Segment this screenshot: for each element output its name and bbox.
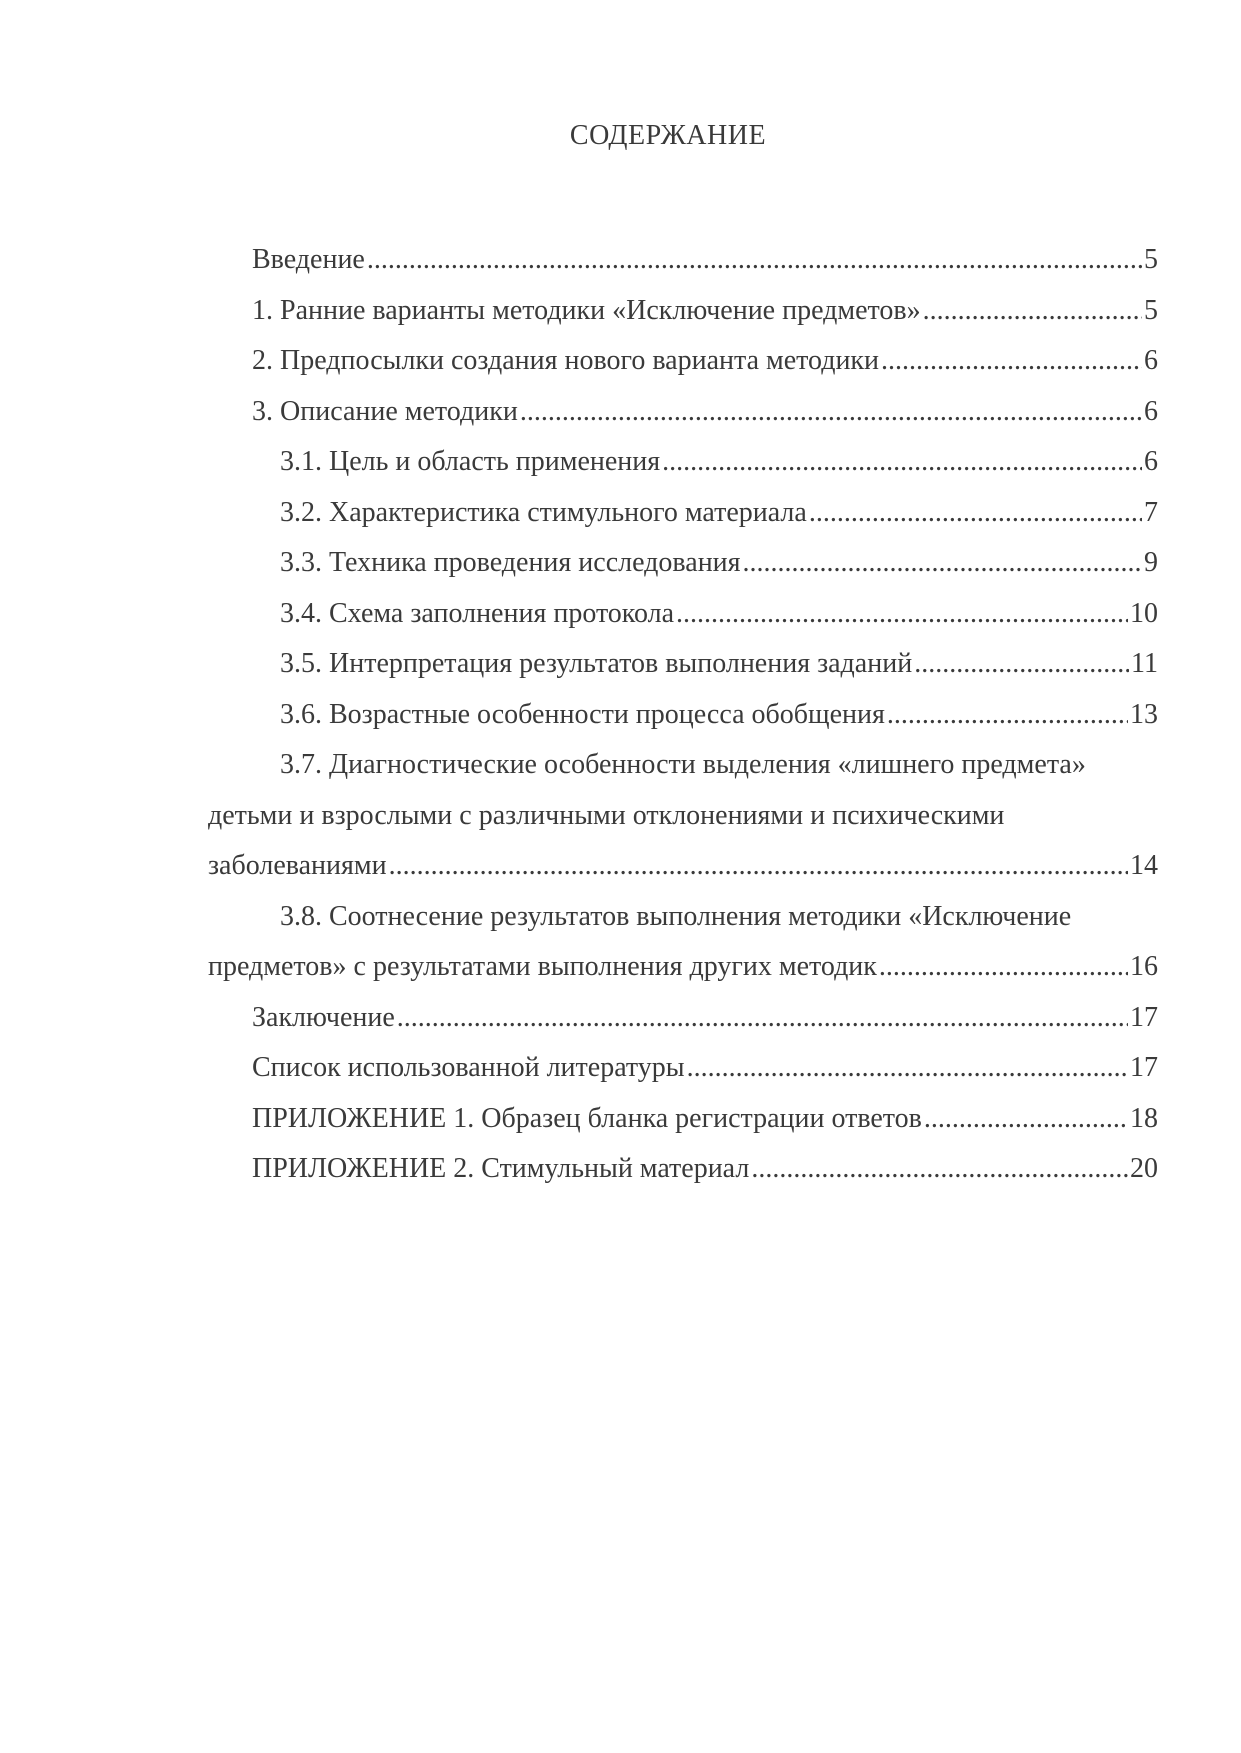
toc-entry[interactable] bbox=[208, 243, 1158, 294]
toc-subentry-line1[interactable] bbox=[208, 748, 1158, 799]
toc-entry-label: Список использованной литературы bbox=[252, 1052, 685, 1083]
toc-entry-label: 3.5. Интерпретация результатов выполнения заданий bbox=[280, 648, 913, 679]
toc-entry-page: 6 bbox=[1144, 345, 1158, 376]
toc-entry-label: 3.6. Возрастные особенности процесса обобщения bbox=[280, 698, 885, 730]
toc-entry[interactable] bbox=[208, 1152, 1158, 1203]
toc-entry-label: 3.7. Диагностические особенности выделения «лишнего предмета» bbox=[280, 749, 1086, 780]
dot-leader bbox=[924, 1102, 1128, 1136]
toc-subentry[interactable] bbox=[208, 647, 1158, 698]
dot-leader bbox=[676, 597, 1128, 631]
toc-entry-label: ПРИЛОЖЕНИЕ 2. Стимульный материал bbox=[252, 1153, 750, 1184]
dot-leader bbox=[389, 849, 1128, 883]
toc-subentry[interactable] bbox=[208, 496, 1158, 547]
toc-entry-label: заболеваниями bbox=[208, 850, 387, 881]
toc-entry-label: 3.3. Техника проведения исследования bbox=[280, 547, 741, 578]
dot-leader bbox=[887, 698, 1128, 732]
toc-entry-label: 3.1. Цель и область применения bbox=[280, 446, 661, 477]
toc-entry[interactable] bbox=[208, 1001, 1158, 1052]
toc-entry-label: 2. Предпосылки создания нового варианта методики bbox=[252, 345, 880, 376]
toc-entry-page: 5 bbox=[1144, 294, 1158, 326]
dot-leader bbox=[923, 294, 1142, 328]
dot-leader bbox=[687, 1051, 1128, 1085]
dot-leader bbox=[809, 496, 1142, 530]
toc-subentry-line2[interactable] bbox=[208, 950, 1158, 1001]
toc-subentry-line3[interactable] bbox=[208, 849, 1158, 900]
toc-entry-page: 5 bbox=[1144, 244, 1158, 275]
dot-leader bbox=[520, 395, 1142, 429]
toc-subentry-line2[interactable] bbox=[208, 799, 1158, 850]
toc-entry[interactable] bbox=[208, 1102, 1158, 1153]
dot-leader bbox=[879, 950, 1128, 984]
page-title: СОДЕРЖАНИЕ bbox=[569, 120, 767, 151]
toc-entry-label: предметов» с результатами выполнения других методик bbox=[208, 951, 877, 982]
toc-entry[interactable] bbox=[208, 1051, 1158, 1102]
toc-entry-page: 17 bbox=[1130, 1052, 1158, 1083]
toc-entry[interactable] bbox=[208, 395, 1158, 446]
toc-entry-label: 3.4. Схема заполнения протокола bbox=[280, 597, 675, 629]
toc-subentry[interactable] bbox=[208, 698, 1158, 749]
toc-entry-page: 17 bbox=[1130, 1001, 1158, 1033]
toc-entry-page: 10 bbox=[1130, 597, 1158, 629]
dot-leader bbox=[743, 546, 1142, 580]
toc-entry[interactable] bbox=[208, 344, 1158, 395]
toc-entry-page: 14 bbox=[1130, 850, 1158, 881]
toc-entry-label: 3.8. Соотнесение результатов выполнения методики «Исключение bbox=[280, 900, 1072, 932]
table-of-contents bbox=[208, 243, 1158, 1203]
dot-leader bbox=[397, 1001, 1128, 1035]
toc-entry-label: 3. Описание методики bbox=[252, 395, 518, 427]
toc-entry-page: 11 bbox=[1131, 648, 1158, 679]
dot-leader bbox=[751, 1152, 1128, 1186]
toc-entry-label: детьми и взрослыми с различными отклонениями и психическими bbox=[208, 799, 1005, 831]
dot-leader bbox=[367, 243, 1142, 277]
toc-entry-page: 13 bbox=[1130, 698, 1158, 730]
toc-entry-label: 1. Ранние варианты методики «Исключение предметов» bbox=[252, 294, 921, 326]
toc-entry-page: 18 bbox=[1130, 1102, 1158, 1134]
toc-entry-page: 16 bbox=[1130, 951, 1158, 982]
toc-entry-label: Введение bbox=[252, 244, 365, 275]
toc-entry-label: Заключение bbox=[252, 1001, 395, 1033]
dot-leader bbox=[914, 647, 1129, 681]
toc-entry[interactable] bbox=[208, 294, 1158, 345]
toc-subentry[interactable] bbox=[208, 546, 1158, 597]
dot-leader bbox=[881, 344, 1142, 378]
dot-leader bbox=[662, 445, 1142, 479]
toc-entry-page: 6 bbox=[1144, 395, 1158, 427]
toc-entry-page: 9 bbox=[1144, 547, 1158, 578]
toc-subentry[interactable] bbox=[208, 445, 1158, 496]
toc-entry-label: 3.2. Характеристика стимульного материала bbox=[280, 496, 807, 528]
toc-subentry[interactable] bbox=[208, 597, 1158, 648]
toc-entry-label: ПРИЛОЖЕНИЕ 1. Образец бланка регистрации ответов bbox=[252, 1102, 922, 1134]
toc-subentry-line1[interactable] bbox=[208, 900, 1158, 951]
toc-entry-page: 6 bbox=[1144, 446, 1158, 477]
toc-entry-page: 7 bbox=[1144, 496, 1158, 528]
toc-entry-page: 20 bbox=[1130, 1153, 1158, 1184]
